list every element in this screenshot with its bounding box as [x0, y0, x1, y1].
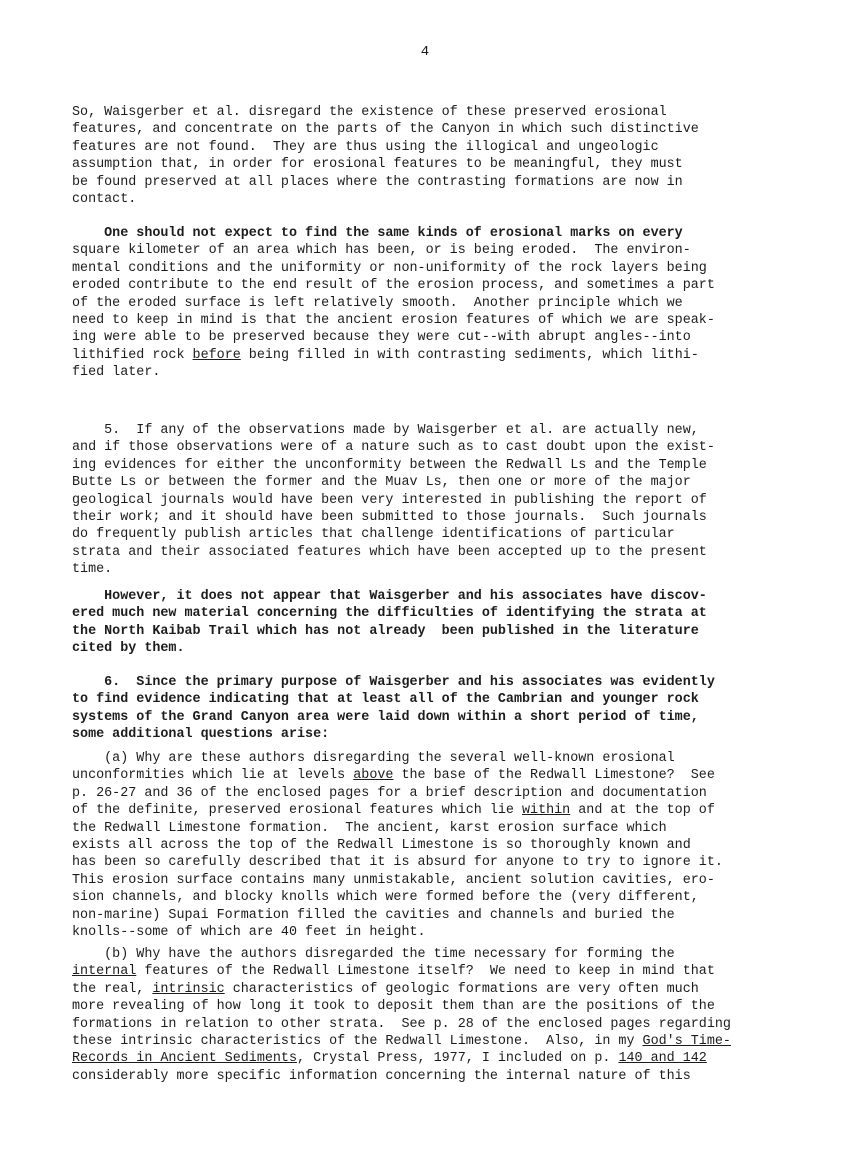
text-line: 5. If any of the observations made by Waisgerber et al. are actually new, — [72, 423, 699, 438]
text-line — [72, 1033, 782, 1050]
text-line: and if those observations were of a nature such as to cast doubt upon the exist- — [72, 440, 715, 456]
text-line: ing evidences for either the unconformity between the Redwall Ls and the Temple — [72, 457, 707, 473]
underlined-word: within — [522, 803, 571, 819]
text-line — [72, 981, 782, 998]
underlined-word: internal — [72, 964, 137, 980]
text-line — [72, 802, 782, 819]
text-line: p. 26-27 and 36 of the enclosed pages for a brief description and documentation — [72, 785, 707, 801]
text-line: fied later. — [72, 365, 161, 381]
paragraph-6a — [72, 750, 782, 941]
underlined-word: before — [192, 347, 241, 363]
text-line: eroded contribute to the end result of the erosion process, and sometimes a part — [72, 278, 715, 294]
underlined-word: 140 and 142 — [618, 1051, 707, 1067]
paragraph-6b — [72, 946, 782, 1085]
text-line: features are not found. They are thus using the illogical and ungeologic — [72, 139, 659, 155]
text-line: This erosion surface contains many unmistakable, ancient solution cavities, ero- — [72, 872, 715, 888]
text-line — [72, 767, 782, 784]
text-line: sion channels, and blocky knolls which were formed before the (very different, — [72, 890, 699, 906]
text-line: mental conditions and the uniformity or non-uniformity of the rock layers being — [72, 260, 707, 276]
text-segment: the base of the Redwall Limestone? See — [393, 768, 715, 784]
text-line: So, Waisgerber et al. disregard the existence of these preserved erosional — [72, 105, 667, 120]
text-line: exists all across the top of the Redwall Limestone is so thoroughly known and — [72, 838, 691, 854]
text-line: their work; and it should have been submitted to those journals. Such journals — [72, 510, 707, 526]
text-segment: characteristics of geologic formations are very often much — [224, 981, 699, 997]
text-line: However, it does not appear that Waisgerber and his associates have discov- — [72, 589, 707, 604]
text-line: features, and concentrate on the parts of the Canyon in which such distinctive — [72, 122, 699, 138]
text-line: assumption that, in order for erosional features to be meaningful, they must — [72, 157, 683, 173]
text-line: ing were able to be preserved because they were cut--with abrupt angles--into — [72, 330, 691, 346]
underlined-word: above — [353, 768, 394, 784]
text-line: Butte Ls or between the former and the Muav Ls, then one or more of the major — [72, 475, 691, 491]
text-line — [72, 963, 782, 980]
text-line: need to keep in mind is that the ancient erosion features of which we are speak- — [72, 313, 715, 329]
text-segment: and at the top of — [570, 803, 715, 819]
text-line: be found preserved at all places where the contrasting formations are now in — [72, 174, 683, 190]
text-line — [72, 347, 782, 364]
text-line: (a) Why are these authors disregarding the several well-known erosional — [72, 751, 675, 766]
text-segment: the real, — [72, 981, 153, 997]
text-line: more revealing of how long it took to deposit them than are the positions of the — [72, 999, 715, 1015]
underlined-word: intrinsic — [152, 981, 225, 997]
text-segment: of the definite, preserved erosional features which lie — [72, 803, 522, 819]
page-number: 4 — [420, 44, 430, 60]
book-title: God's Time- — [642, 1034, 731, 1050]
text-line: square kilometer of an area which has been, or is being eroded. The environ- — [72, 243, 691, 259]
text-line — [72, 1050, 782, 1067]
text-line: 6. Since the primary purpose of Waisgerber and his associates was evidently — [72, 675, 715, 690]
text-line: ered much new material concerning the difficulties of identifying the strata at — [72, 606, 707, 622]
text-line: One should not expect to find the same kinds of erosional marks on every — [72, 226, 683, 241]
text-line: systems of the Grand Canyon area were laid down within a short period of time, — [72, 709, 699, 725]
text-line: (b) Why have the authors disregarded the time necessary for forming the — [72, 947, 675, 962]
text-line: has been so carefully described that it is absurd for anyone to try to ignore it. — [72, 855, 723, 871]
text-line: knolls--some of which are 40 feet in height. — [72, 925, 426, 941]
text-line: time. — [72, 562, 113, 578]
text-line: some additional questions arise: — [72, 727, 330, 743]
text-line: of the eroded surface is left relatively smooth. Another principle which we — [72, 295, 683, 311]
paragraph-however — [72, 588, 782, 658]
text-line: cited by them. — [72, 641, 185, 657]
text-line: to find evidence indicating that at least all of the Cambrian and younger rock — [72, 692, 699, 708]
text-line: considerably more specific information concerning the internal nature of this — [72, 1068, 691, 1084]
text-line: formations in relation to other strata. See p. 28 of the enclosed pages regarding — [72, 1016, 731, 1032]
text-line: strata and their associated features which have been accepted up to the present — [72, 544, 707, 560]
text-segment: these intrinsic characteristics of the Redwall Limestone. Also, in my — [72, 1034, 643, 1050]
paragraph-5 — [72, 422, 782, 579]
book-title: Records in Ancient Sediments — [72, 1051, 297, 1067]
paragraph-2 — [72, 225, 782, 382]
text-line: geological journals would have been very interested in publishing the report of — [72, 492, 707, 508]
text-line: the Redwall Limestone formation. The ancient, karst erosion surface which — [72, 820, 667, 836]
text-segment: being filled in with contrasting sediments, which lithi- — [240, 347, 699, 363]
paragraph-1 — [72, 104, 782, 208]
text-segment: lithified rock — [72, 347, 193, 363]
text-segment: , Crystal Press, 1977, I included on p. — [297, 1051, 619, 1067]
text-segment: features of the Redwall Limestone itself? We need to keep in mind that — [136, 964, 715, 980]
text-line: contact. — [72, 192, 137, 208]
text-line: non-marine) Supai Formation filled the cavities and channels and buried the — [72, 907, 675, 923]
paragraph-6 — [72, 674, 782, 744]
text-line: do frequently publish articles that challenge identifications of particular — [72, 527, 675, 543]
text-segment: unconformities which lie at levels — [72, 768, 354, 784]
text-line: the North Kaibab Trail which has not already been published in the literature — [72, 623, 699, 639]
